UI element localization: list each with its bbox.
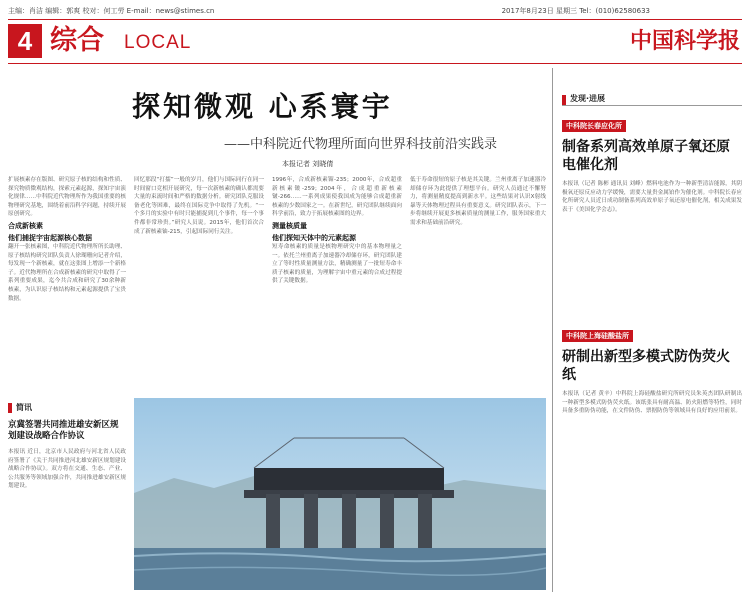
newspaper-masthead: 中国科学报 — [629, 28, 740, 54]
column-3-subtitle: 测量核质量 — [272, 221, 307, 230]
page-header-line — [8, 4, 742, 18]
brief-body: 本报讯 近日，北京市人民政府与河北省人民政府签署了《关于共同推进河北雄安新区规划建设战略合作协议》。双方将在交通、生态、产业、公共服务等领域加强合作，共同推进雄安新区规划建设。 — [8, 449, 126, 490]
top-rule — [8, 19, 742, 20]
sidebar-item2-body: 本报讯（记者 黄辛）中科院上海硅酸盐研究所研究员朱英杰团队研制出一种新型多模式防伪荧火纸。该纸张具有耐高温、防火阻燃等特性，同时具备多重防伪功能，在文件防伪、票据防伪等领域具有良好的应用前景。 — [562, 391, 742, 415]
article-headline: 探知微观 心系寰宇 — [132, 90, 393, 123]
column-1-subtitle-2: 他们捕捉宇宙起源核心数据 — [8, 233, 92, 242]
column-4-body: 低于寿命很短的原子核是其关键。兰州重离子加速器冷却储存环为此提供了理想平台。研究人员通过不懈努力，将测量精度提高到新水平。这些结果对认识X射线暴等天体物理过程具有重要意义。研究团队表示，下一步将继续开展更多核素质量的测量工作，服务国家重大需求和基础前沿研究。 — [410, 177, 546, 226]
sidebar-item2-tag: 中科院上海硅酸盐所 — [562, 330, 633, 342]
accelerator-photo — [134, 398, 546, 590]
brief-section-header — [8, 402, 126, 414]
article-column-4 — [410, 176, 546, 376]
sidebar-item1-body: 本报讯（记者 陈彬 通讯员 刘峰）燃料电池作为一种新型清洁能源，其阴极氧还原反应动力学缓慢，需要大量贵金属铂作为催化剂。中科院长春应化所研究人员近日成功制备系列高效单原子氧还原电催化剂，相关成果发表于《美国化学会志》。 — [562, 181, 742, 213]
section-name: 综合 — [50, 25, 104, 56]
article-column-2 — [134, 176, 264, 376]
date-and-phone: 2017年8月23日 星期三 Tel：(010)62580633 — [501, 7, 650, 15]
sidebar-divider — [552, 68, 553, 592]
accelerator-photo-illustration — [134, 398, 546, 590]
sidebar-label: 发现·进展 — [570, 94, 606, 103]
section-english: LOCAL — [124, 32, 192, 53]
section-rule — [8, 63, 742, 64]
brief-marker — [8, 403, 12, 413]
sidebar-item1-tag: 中科院长春应化所 — [562, 120, 626, 132]
column-3-subtitle-2: 他们探知天体中的元素起源 — [272, 233, 356, 242]
column-3-body: 短寿命核素的质量是核物理研究中的基本物理量之一。依托兰州重离子加速器冷却储存环，研究团队建立了等时性质量测量方法，精确测量了一批短寿命丰质子核素的质量，为理解宇宙中重元素的合成过程提供了关键数据。 — [272, 243, 402, 285]
sidebar-item2-title: 研制出新型多模式防伪荧火纸 — [562, 349, 730, 383]
brief-title: 京冀签署共同推进雄安新区规划建设战略合作协议 — [8, 420, 119, 441]
editor-credits: 主编：肖洁 编辑：郭爽 校对：何工劳 E-mail：news@stimes.cn — [8, 7, 215, 15]
article-column-1 — [8, 176, 126, 376]
article-column-3 — [272, 176, 402, 376]
sidebar-item1-title: 制备系列高效单原子氧还原电催化剂 — [562, 139, 730, 173]
section-number: 4 — [8, 24, 42, 58]
column-1-subtitle: 合成新核素 — [8, 221, 43, 230]
sidebar-header — [562, 94, 742, 106]
column-2-body: 回忆那段“打擂”一般的岁月，他们与国际同行在同一时间窗口竞相开展研究，每一次新核素的确认都需要大量的束流时间和严格的数据分析。研究团队克服设备老化等困难，最终在国际竞争中取得了先机。“一个多月的实验中有时只能捕捉到几个事件，每一个事件都非常珍贵。”研究人员说。2015年，他们首次合成了新核素铀-215，引起国际同行关注。 — [134, 177, 264, 235]
brief-label: 简讯 — [16, 403, 32, 412]
sidebar-marker — [562, 95, 566, 105]
column-1-intro: 扩展核素存在版图、研究原子核的结构和性质、探究物质微观结构，探索元素起源，探知宇宙演化规律……中科院近代物理所作为我国重要的核物理研究基地，围绕着前沿科学问题，持续开展原创研究。 — [8, 177, 126, 218]
article-subhead: ——中科院近代物理所面向世界科技前沿实践录 — [224, 137, 498, 152]
article-byline: 本报记者 刘晓倩 — [282, 160, 334, 168]
column-3-intro: 1996年，合成新核素镅-235；2000年，合成超重新核素𬭛-259；2004年，合成超重新核素𬭛-266……一系列成果使我国成为能够合成超重新核素的少数国家之一。在新世纪，研究团队继续面向科学前沿，致力于拓展核素图的边界。 — [272, 177, 402, 218]
column-1-body: 翻开一张核素图，中科院近代物理所所长助理、原子核结构研究团队负责人徐瑚珊向记者介绍，每发现一个新核素，就在这张图上增添一个新格子。近代物理所在合成新核素的研究中取得了一系列重要成果，迄今共合成和研究了30余种新核素，为认识原子核结构和元素起源提供了宝贵数据。 — [8, 243, 126, 302]
